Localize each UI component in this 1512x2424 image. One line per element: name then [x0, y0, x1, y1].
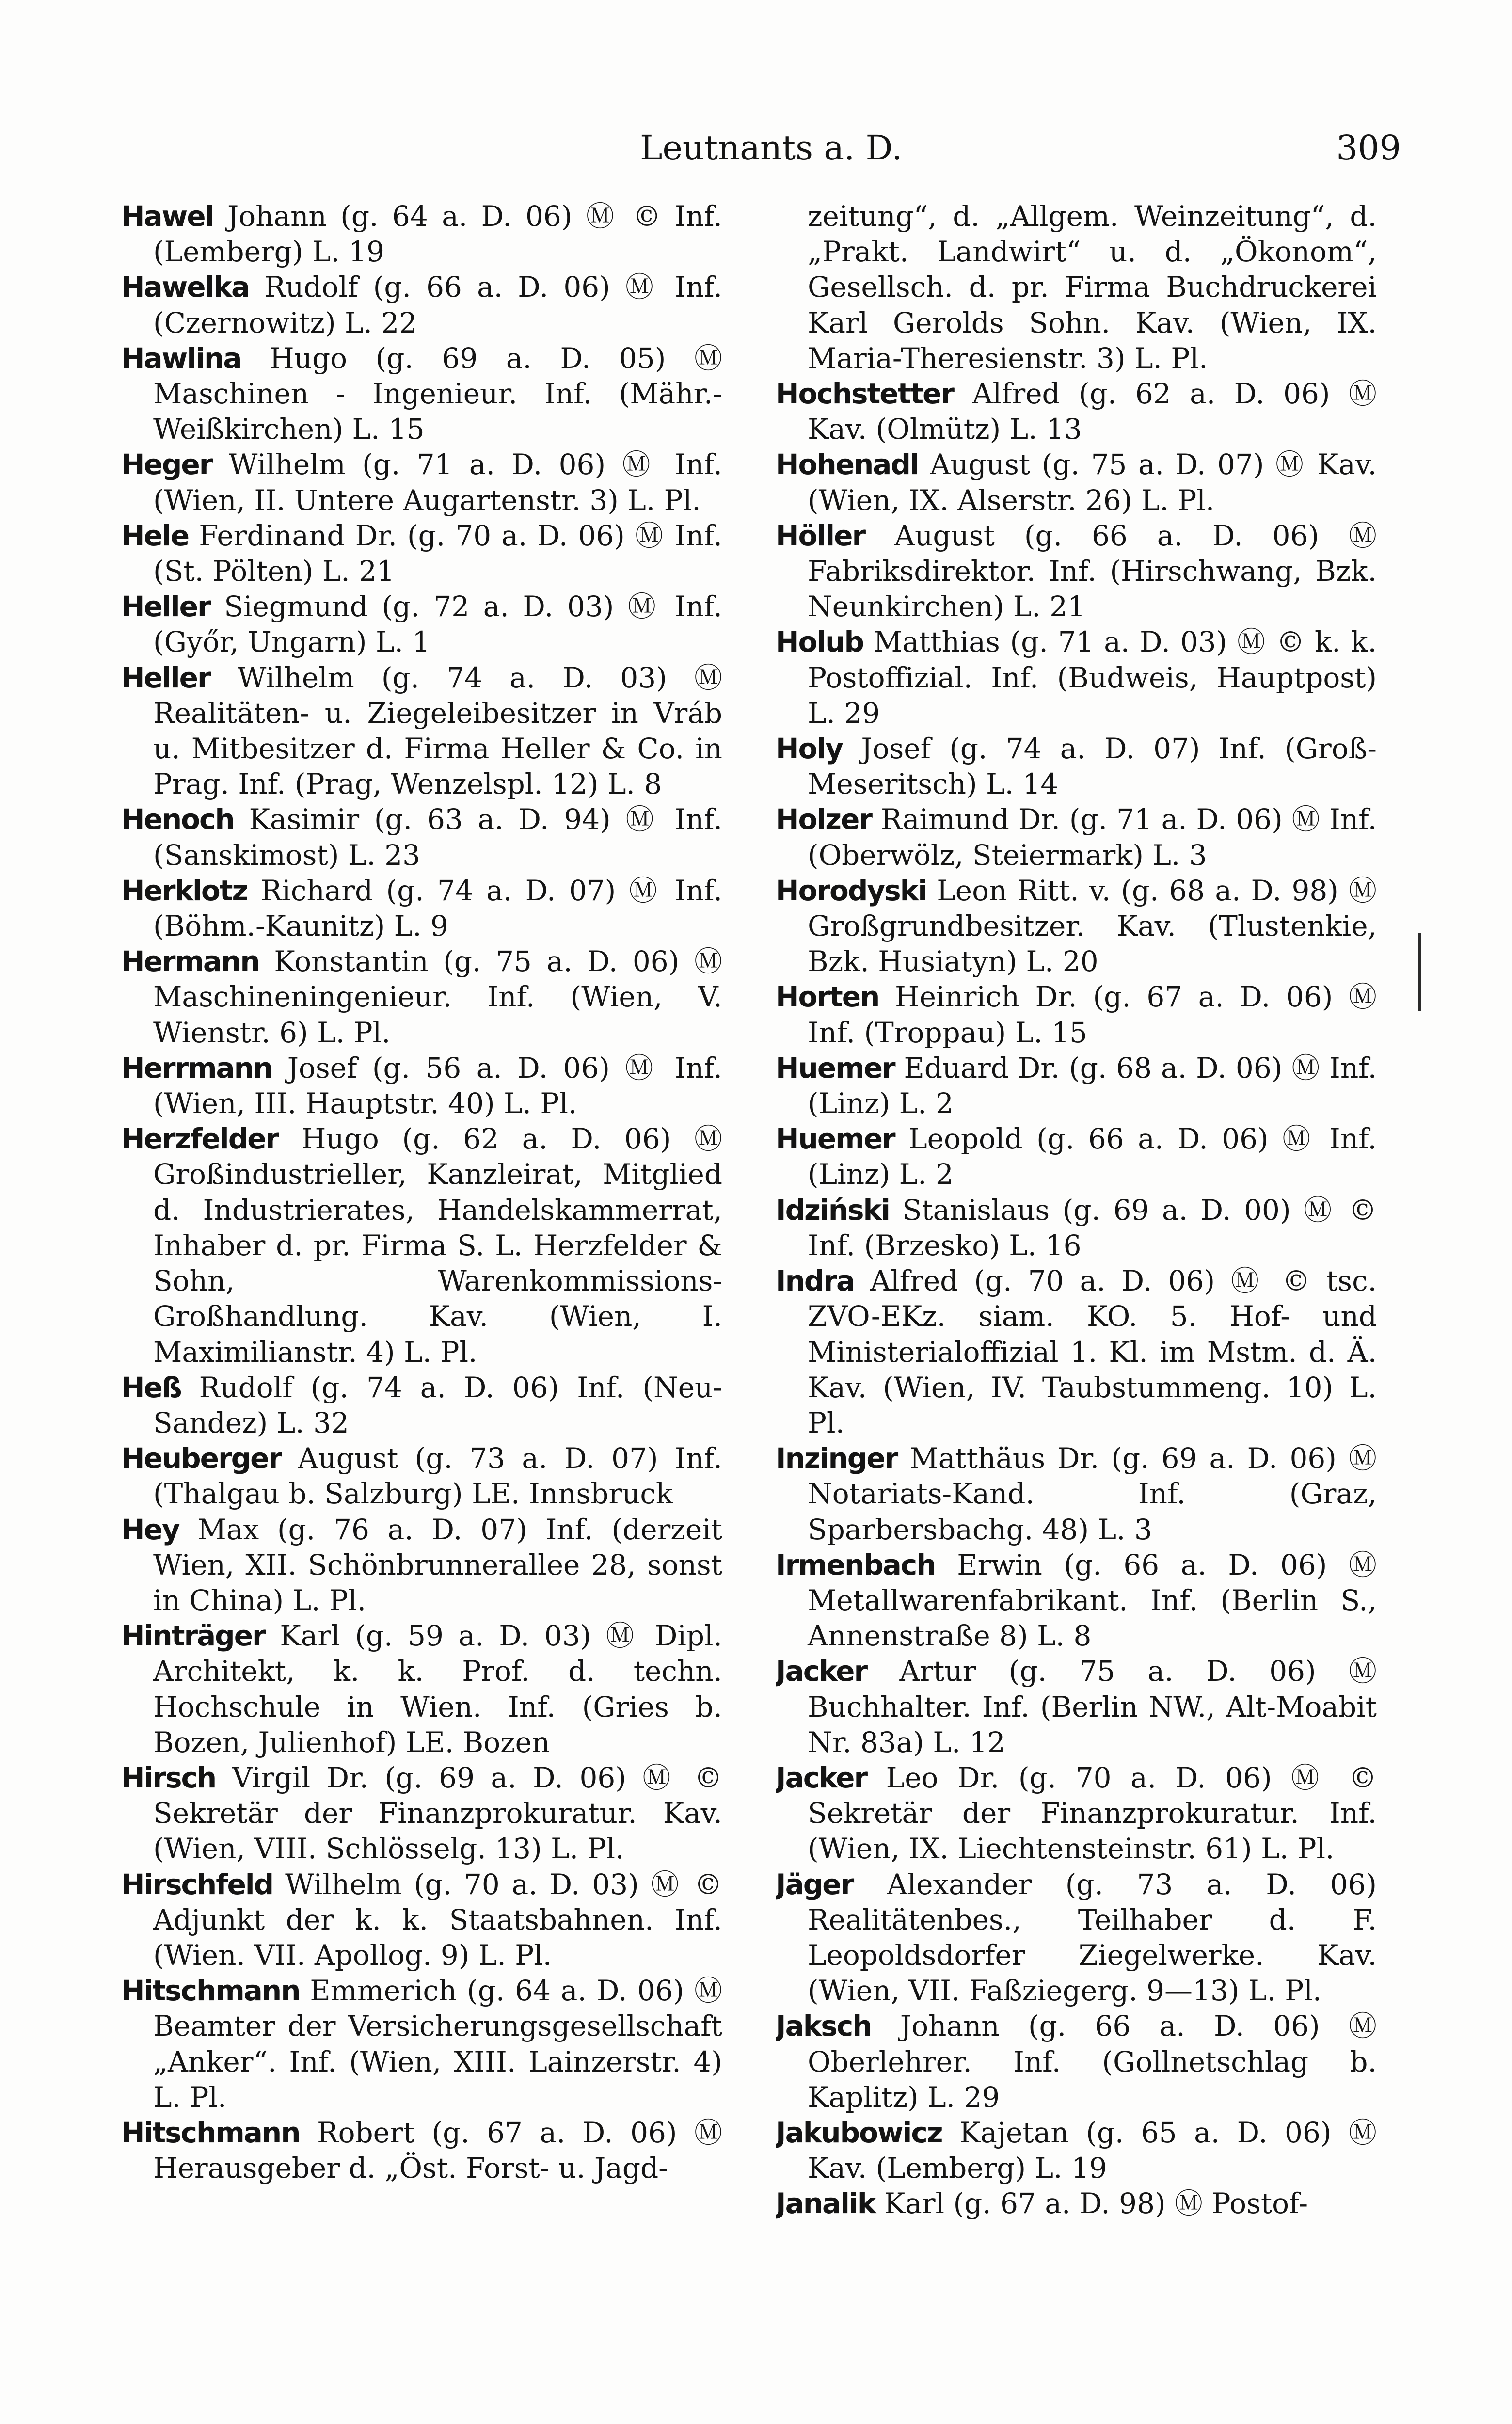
entry-surname: Huemer	[776, 1051, 895, 1084]
entry-surname: Heß	[121, 1371, 181, 1404]
entry-details: Hugo (g. 62 a. D. 06) Ⓜ Großindustrieller, Kanzleirat, Mitglied d. Industrierates, Handelskammerrat, Inhaber d. pr. Firma S. L. Herzfelder & Sohn, Warenkommissions-Großhandlung. Kav. (Wien, I. Maximilianstr. 4) L. Pl.	[153, 1122, 722, 1369]
directory-entry	[776, 376, 1377, 447]
entry-surname: Herzfelder	[121, 1122, 279, 1156]
directory-entry	[121, 660, 722, 802]
continued-entry: zeitung“, d. „Allgem. Weinzeitung“, d. „Prakt. Landwirt“ u. d. „Ökonom“, Gesellsch. d. pr. Firma Buchdruckerei Karl Gerolds Sohn. Kav. (Wien, IX. Maria-Theresienstr. 3) L. Pl.	[808, 200, 1377, 375]
directory-entry	[776, 1547, 1377, 1654]
directory-entry	[776, 2009, 1377, 2115]
entry-surname: Herklotz	[121, 874, 248, 907]
entry-surname: Hitschmann	[121, 2116, 300, 2149]
entry-details: Alexander (g. 73 a. D. 06) Realitätenbes., Teilhaber d. F. Leopoldsdorfer Ziegelwerke. Kav. (Wien, VII. Faßziegerg. 9—13) L. Pl.	[808, 1867, 1377, 2008]
entry-surname: Hinträger	[121, 1619, 265, 1653]
directory-entry	[776, 2115, 1377, 2186]
entry-details: Wilhelm (g. 71 a. D. 06) Ⓜ Inf. (Wien, II. Untere Augartenstr. 3) L. Pl.	[153, 448, 722, 517]
directory-entry	[121, 518, 722, 589]
entry-surname: Hitschmann	[121, 1974, 300, 2008]
entry-details: Leon Ritt. v. (g. 68 a. D. 98) Ⓜ Großgrundbesitzer. Kav. (Tlustenkie, Bzk. Husiatyn) L. 20	[808, 874, 1377, 978]
entry-details: Rudolf (g. 66 a. D. 06) Ⓜ Inf. (Czernowitz) L. 22	[153, 271, 722, 339]
entry-surname: Heuberger	[121, 1442, 282, 1475]
directory-entry	[776, 447, 1377, 518]
entry-details: Josef (g. 74 a. D. 07) Inf. (Groß-Meseritsch) L. 14	[808, 732, 1377, 801]
entry-surname: Horodyski	[776, 874, 927, 907]
entry-details: Karl (g. 67 a. D. 98) Ⓜ Postof-	[884, 2187, 1308, 2220]
directory-entry	[121, 1370, 722, 1441]
directory-entry	[776, 802, 1377, 873]
directory-entry	[121, 1121, 722, 1370]
entry-details: Eduard Dr. (g. 68 a. D. 06) Ⓜ Inf. (Linz) L. 2	[808, 1051, 1377, 1120]
directory-entry	[776, 624, 1377, 731]
entry-details: Alfred (g. 62 a. D. 06) Ⓜ Kav. (Olmütz) L. 13	[808, 377, 1377, 446]
directory-entry	[121, 199, 722, 270]
entry-surname: Hele	[121, 519, 189, 552]
directory-entry	[121, 447, 722, 518]
entry-details: Siegmund (g. 72 a. D. 03) Ⓜ Inf. (Győr, Ungarn) L. 1	[153, 590, 722, 659]
entry-details: Ferdinand Dr. (g. 70 a. D. 06) Ⓜ Inf. (St. Pölten) L. 21	[153, 519, 722, 588]
directory-entry	[121, 1441, 722, 1512]
entry-surname: Irmenbach	[776, 1548, 936, 1581]
entry-surname: Henoch	[121, 803, 234, 836]
directory-entry	[121, 1618, 722, 1760]
entry-details: August (g. 75 a. D. 07) Ⓜ Kav. (Wien, IX. Alserstr. 26) L. Pl.	[808, 448, 1377, 517]
entry-details: Leopold (g. 66 a. D. 06) Ⓜ Inf. (Linz) L. 2	[808, 1122, 1377, 1191]
entry-details: Kasimir (g. 63 a. D. 94) Ⓜ Inf. (Sanskimost) L. 23	[153, 803, 722, 872]
entry-surname: Hohenadl	[776, 448, 919, 481]
entry-surname: Indra	[776, 1264, 855, 1298]
entry-surname: Hawlina	[121, 341, 241, 375]
entry-details: Johann (g. 66 a. D. 06) Ⓜ Oberlehrer. Inf. (Gollnetschlag b. Kaplitz) L. 29	[808, 2009, 1377, 2114]
directory-entry	[121, 2115, 722, 2186]
entry-details: Kajetan (g. 65 a. D. 06) Ⓜ Kav. (Lemberg) L. 19	[808, 2116, 1377, 2185]
page-header	[121, 128, 1401, 167]
directory-entry	[776, 1760, 1377, 1867]
directory-entry	[776, 1121, 1377, 1192]
entry-surname: Jacker	[776, 1761, 867, 1794]
directory-entry	[121, 1867, 722, 1974]
entry-surname: Hochstetter	[776, 377, 954, 411]
directory-entry	[776, 1654, 1377, 1760]
directory-entry	[121, 873, 722, 944]
entry-details: Wilhelm (g. 74 a. D. 03) Ⓜ Realitäten- u. Ziegeleibesitzer in Vráb u. Mitbesitzer d. Firma Heller & Co. in Prag. Inf. (Prag, Wenzelspl. 12) L. 8	[153, 661, 722, 801]
entry-details: Matthäus Dr. (g. 69 a. D. 06) Ⓜ Notariats-Kand. Inf. (Graz, Sparbersbachg. 48) L. 3	[808, 1442, 1377, 1546]
entry-details: Rudolf (g. 74 a. D. 06) Inf. (Neu-Sandez) L. 32	[153, 1371, 722, 1439]
directory-entry	[776, 518, 1377, 625]
entry-details: August (g. 66 a. D. 06) Ⓜ Fabriksdirektor. Inf. (Hirschwang, Bzk. Neunkirchen) L. 21	[808, 519, 1377, 623]
left-column	[121, 199, 722, 2419]
entry-details: Karl (g. 59 a. D. 03) Ⓜ Dipl. Architekt, k. k. Prof. d. techn. Hochschule in Wien. Inf. (Gries b. Bozen, Julienhof) LE. Bozen	[153, 1619, 722, 1759]
entry-details: Hugo (g. 69 a. D. 05) Ⓜ Maschinen - Ingenieur. Inf. (Mähr.- Weißkirchen) L. 15	[153, 341, 722, 446]
directory-entry	[776, 979, 1377, 1050]
entry-surname: Janalik	[776, 2187, 875, 2220]
entry-details: Wilhelm (g. 70 a. D. 03) Ⓜ © Adjunkt der k. k. Staatsbahnen. Inf. (Wien. VII. Apollog. 9) L. Pl.	[153, 1867, 722, 1972]
entry-surname: Inzinger	[776, 1442, 898, 1475]
entry-surname: Idziński	[776, 1193, 890, 1227]
entry-surname: Hirschfeld	[121, 1867, 273, 1901]
directory-entry	[121, 1973, 722, 2115]
directory-entry	[121, 1760, 722, 1867]
entry-surname: Holzer	[776, 803, 872, 836]
directory-entry	[121, 1051, 722, 1121]
entry-surname: Heller	[121, 590, 210, 623]
margin-rule	[1418, 933, 1421, 1011]
directory-entry	[776, 873, 1377, 980]
directory-entry	[121, 802, 722, 873]
entry-details: Artur (g. 75 a. D. 06) Ⓜ Buchhalter. Inf. (Berlin NW., Alt-Moabit Nr. 83a) L. 12	[808, 1655, 1377, 1759]
entry-details: Max (g. 76 a. D. 07) Inf. (derzeit Wien, XII. Schönbrunnerallee 28, sonst in China) L. Pl.	[153, 1513, 722, 1617]
entry-details: Robert (g. 67 a. D. 06) Ⓜ Herausgeber d. „Öst. Forst- u. Jagd-	[153, 2116, 722, 2185]
entry-details: Richard (g. 74 a. D. 07) Ⓜ Inf. (Böhm.-Kaunitz) L. 9	[153, 874, 722, 943]
entry-details: Stanislaus (g. 69 a. D. 00) Ⓜ © Inf. (Brzesko) L. 16	[808, 1193, 1377, 1262]
entry-surname: Hawel	[121, 200, 214, 233]
entry-details: Josef (g. 56 a. D. 06) Ⓜ Inf. (Wien, III. Hauptstr. 40) L. Pl.	[153, 1051, 722, 1120]
entry-surname: Huemer	[776, 1122, 895, 1156]
entry-surname: Holy	[776, 732, 843, 765]
entry-surname: Jacker	[776, 1655, 867, 1688]
directory-entry	[776, 731, 1377, 802]
entry-surname: Horten	[776, 980, 879, 1014]
entry-details: Erwin (g. 66 a. D. 06) Ⓜ Metallwarenfabrikant. Inf. (Berlin S., Annenstraße 8) L. 8	[808, 1548, 1377, 1653]
entry-surname: Jakubowicz	[776, 2116, 942, 2149]
directory-entry	[776, 1867, 1377, 2009]
entry-surname: Hawelka	[121, 271, 250, 304]
right-column	[776, 199, 1377, 2419]
entry-surname: Hermann	[121, 945, 259, 978]
entry-surname: Heller	[121, 661, 210, 694]
entry-details: Emmerich (g. 64 a. D. 06) Ⓜ Beamter der Versicherungsgesellschaft „Anker“. Inf. (Wien, XIII. Lainzerstr. 4) L. Pl.	[153, 1974, 722, 2114]
directory-entry	[776, 1263, 1377, 1441]
entry-details: Johann (g. 64 a. D. 06) Ⓜ © Inf. (Lemberg) L. 19	[153, 200, 722, 269]
directory-entry	[776, 1051, 1377, 1121]
page-number: 309	[1336, 128, 1401, 168]
entry-details: Matthias (g. 71 a. D. 03) Ⓜ © k. k. Postoffizial. Inf. (Budweis, Hauptpost) L. 29	[808, 625, 1377, 730]
entry-details: Konstantin (g. 75 a. D. 06) Ⓜ Maschineningenieur. Inf. (Wien, V. Wienstr. 6) L. Pl.	[153, 945, 722, 1049]
entry-surname: Höller	[776, 519, 865, 552]
directory-entry	[776, 1193, 1377, 1263]
running-title: Leutnants a. D.	[640, 128, 903, 168]
entry-surname: Holub	[776, 625, 864, 659]
entry-details: Leo Dr. (g. 70 a. D. 06) Ⓜ © Sekretär der Finanzprokuratur. Inf. (Wien, IX. Liechtensteinstr. 61) L. Pl.	[808, 1761, 1377, 1866]
entry-details: Virgil Dr. (g. 69 a. D. 06) Ⓜ © Sekretär der Finanzprokuratur. Kav. (Wien, VIII. Schlösselg. 13) L. Pl.	[153, 1761, 722, 1866]
entry-surname: Jäger	[776, 1867, 854, 1901]
directory-entry	[776, 1441, 1377, 1547]
directory-entry	[776, 2186, 1377, 2221]
entry-surname: Heger	[121, 448, 212, 481]
entry-details: Alfred (g. 70 a. D. 06) Ⓜ © tsc. ZVO-EKz. siam. KO. 5. Hof- und Ministerialoffizial 1. Kl. im Mstm. d. Ä. Kav. (Wien, IV. Taubstummeng. 10) L. Pl.	[808, 1264, 1377, 1439]
entry-details: August (g. 73 a. D. 07) Inf. (Thalgau b. Salzburg) LE. Innsbruck	[153, 1442, 722, 1511]
entry-details: Raimund Dr. (g. 71 a. D. 06) Ⓜ Inf. (Oberwölz, Steiermark) L. 3	[808, 803, 1377, 872]
entry-surname: Hirsch	[121, 1761, 216, 1794]
entry-surname: Herrmann	[121, 1051, 272, 1084]
entry-surname: Hey	[121, 1513, 179, 1546]
directory-entry	[121, 270, 722, 340]
entry-surname: Jaksch	[776, 2009, 872, 2043]
directory-entry	[121, 944, 722, 1051]
directory-entry	[121, 341, 722, 447]
entry-details: Heinrich Dr. (g. 67 a. D. 06) Ⓜ Inf. (Troppau) L. 15	[808, 980, 1377, 1049]
directory-entry	[121, 1512, 722, 1619]
directory-entry	[121, 589, 722, 660]
